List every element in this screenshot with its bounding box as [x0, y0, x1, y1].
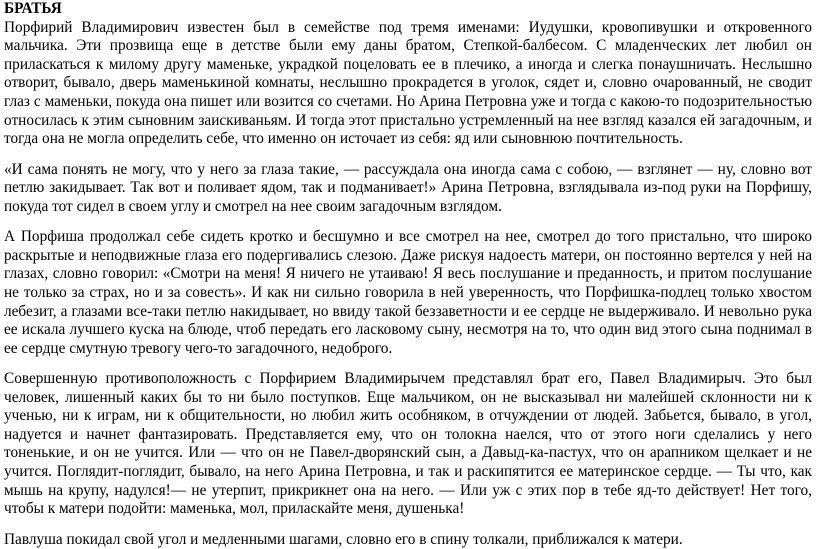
paragraph-2: «И сама понять не могу, что у него за глаза такие, — рассуждала она иногда сама с собою, — взглянет — ну, словно вот петлю закидывает. Так вот и поливает ядом, так и подманивает!» Арина Петровна, взглядывала из-под руки на Порфишу, покуда тот сидел в своем углу и смотрел на нее своим загадочным взглядом. [4, 160, 812, 215]
document-page [4, 0, 812, 549]
paragraph-3: А Порфиша продолжал себе сидеть кротко и бесшумно и все смотрел на нее, смотрел до того пристально, что широко раскрытые и неподвижные глаза его подергивались слезою. Даже рискуя надоесть матери, он постоянно вертелся у ней на глазах, словно говорил: «Смотри на меня! Я ничего не утаиваю! Я весь послушание и преданность, и притом послушание не только за страх, но и за совесть». И как ни сильно говорила в ней уверенность, что Порфишка-подлец только хвостом лебезит, а глазами все-таки петлю накидывает, но ввиду такой беззаветности и ее сердце не выдерживало. И невольно рука ее искала лучшего куска на блюде, чтоб передать его ласковому сыну, несмотря на то, что один вид этого сына поднимал в ее сердце смутную тревогу чего-то загадочного, недоброго. [4, 228, 812, 357]
paragraph-4: Совершенную противоположность с Порфирием Владимирычем представлял брат его, Павел Владимирыч. Это был человек, лишенный каких бы то ни было поступков. Еще мальчиком, он не высказывал ни малейшей склонности ни к ученью, ни к играм, ни к общительности, но любил жить особняком, в отчуждении от людей. Забьется, бывало, в угол, надуется и начнет фантазировать. Представляется ему, что он толокна наелся, что от этого ноги сделались у него тоненькие, и он не учится. Или — что он не Павел-дворянский сын, а Давыд-ка-пастух, что он арапником щелкает и не учится. Поглядит-поглядит, бывало, на него Арина Петровна, и так и раскипятится ее материнское сердце. — Ты что, как мышь на крупу, надулся!— не утерпит, прикрикнет она на него. — Или уж с этих пор в тебе яд-то действует! Нет того, чтобы к матери подойти: маменька, мол, приласкайте меня, душенька! [4, 370, 812, 518]
paragraph-1: Порфирий Владимирович известен был в семействе под тремя именами: Иудушки, кровопивушки и откровенного мальчика. Эти прозвища еще в детстве были ему даны братом, Степкой-балбесом. С младенческих лет любил он приласкаться к милому другу маменьке, украдкой поцеловать ее в плечико, а иногда и слегка понаушничать. Неслышно отворит, бывало, дверь маменькиной комнаты, неслышно прокрадется в уголок, сядет и, словно очарованный, не сводит глаз с маменьки, покуда она пишет или возится со счетами. Но Арина Петровна уже и тогда с какою-то подозрительностью относилась к этим сыновним заискиваньям. И тогда этот пристально устремленный на нее взгляд казался ей загадочным, и тогда она не могла определить себе, что именно он источает из себя: яд или сыновнюю почтительность. [4, 18, 812, 148]
document-title: БРАТЬЯ [4, 0, 62, 17]
paragraph-5: Павлуша покидал свой угол и медленными шагами, словно его в спину толкали, приближался к матери. [4, 530, 683, 548]
